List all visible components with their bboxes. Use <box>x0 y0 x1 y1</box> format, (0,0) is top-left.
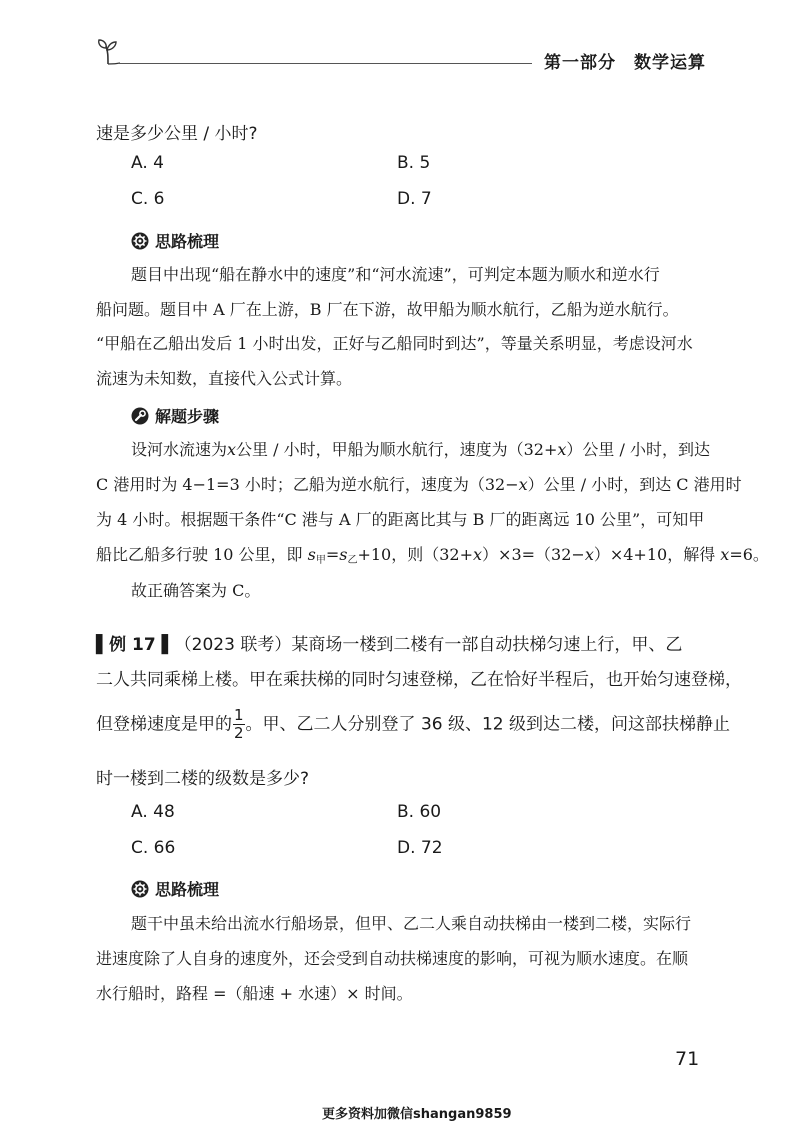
answer-line: 故正确答案为 C。 <box>131 581 261 600</box>
paragraph-line: 船比乙船多行驶 10 公里，即 $s_甲=s_乙+10$，则（32+x）×3=（32−x）×4+10，解得 x=6。 <box>96 545 769 566</box>
paragraph-line: 题干中虽未给出流水行船场景，但甲、乙二人乘自动扶梯由一楼到二楼，实际行 <box>131 914 692 933</box>
option-c: C. 66 <box>131 838 176 858</box>
question-stem-tail: 速是多少公里 / 小时? <box>96 124 258 144</box>
question-label: ▌例 17 ▌ <box>96 635 175 655</box>
header-title: 第一部分 数学运算 <box>544 53 706 73</box>
option-d: D. 72 <box>397 838 443 858</box>
fraction-one-half: $\frac{1}{2}$ <box>234 706 244 742</box>
wrench-icon <box>131 407 149 425</box>
section-title: 思路梳理 <box>155 880 220 899</box>
section-title: 思路梳理 <box>155 232 220 251</box>
section-heading-analysis <box>131 229 219 252</box>
question-line: 二人共同乘梯上楼。甲在乘扶梯的同时匀速登梯，乙在恰好半程后，也开始匀速登梯， <box>96 670 742 690</box>
question-line: 但登梯速度是甲的 $\frac{1}{2}$ 。甲、乙二人分别登了 36 级、12 级到达二楼，问这部扶梯静止 <box>96 706 731 742</box>
paragraph-line: 进速度除了人自身的速度外，还会受到自动扶梯速度的影响，可视为顺水速度。在顺 <box>96 949 689 968</box>
option-d: D. 7 <box>397 189 432 209</box>
section-title: 解题步骤 <box>155 407 220 426</box>
gear-icon <box>131 880 149 898</box>
paragraph-line: 水行船时，路程 =（船速 + 水速）× 时间。 <box>96 984 413 1003</box>
header-rule <box>118 63 532 64</box>
paragraph-line: 流速为未知数，直接代入公式计算。 <box>96 369 353 388</box>
option-b: B. 5 <box>397 153 431 173</box>
paragraph-line: “甲船在乙船出发后 1 小时出发，正好与乙船同时到达”，等量关系明显，考虑设河水 <box>96 334 693 353</box>
section-heading-analysis <box>131 877 219 900</box>
page-number: 71 <box>675 1048 700 1070</box>
option-c: C. 6 <box>131 189 165 209</box>
option-b: B. 60 <box>397 802 442 822</box>
question-line: ▌例 17 ▌（2023 联考）某商场一楼到二楼有一部自动扶梯匀速上行，甲、乙 <box>96 635 683 655</box>
gear-icon <box>131 232 149 250</box>
section-heading-steps <box>131 404 219 427</box>
question-line: 时一楼到二楼的级数是多少? <box>96 769 310 789</box>
paragraph-line: C 港用时为 4−1=3 小时；乙船为逆水航行，速度为（32−x）公里 / 小时，到达 C 港用时 <box>96 475 742 494</box>
paragraph-line: 设河水流速为x公里 / 小时，甲船为顺水航行，速度为（32+x）公里 / 小时，到达 <box>131 440 710 459</box>
footer-note: 更多资料加微信shangan9859 <box>322 1107 512 1122</box>
option-a: A. 4 <box>131 153 164 173</box>
sprout-icon <box>96 38 120 66</box>
paragraph-line: 题目中出现“船在静水中的速度”和“河水流速”，可判定本题为顺水和逆水行 <box>131 265 660 284</box>
option-a: A. 48 <box>131 802 175 822</box>
paragraph-line: 为 4 小时。根据题干条件“C 港与 A 厂的距离比其与 B 厂的距离远 10 公里”，可知甲 <box>96 510 705 529</box>
paragraph-line: 船问题。题目中 A 厂在上游，B 厂在下游，故甲船为顺水航行，乙船为逆水航行。 <box>96 300 679 319</box>
